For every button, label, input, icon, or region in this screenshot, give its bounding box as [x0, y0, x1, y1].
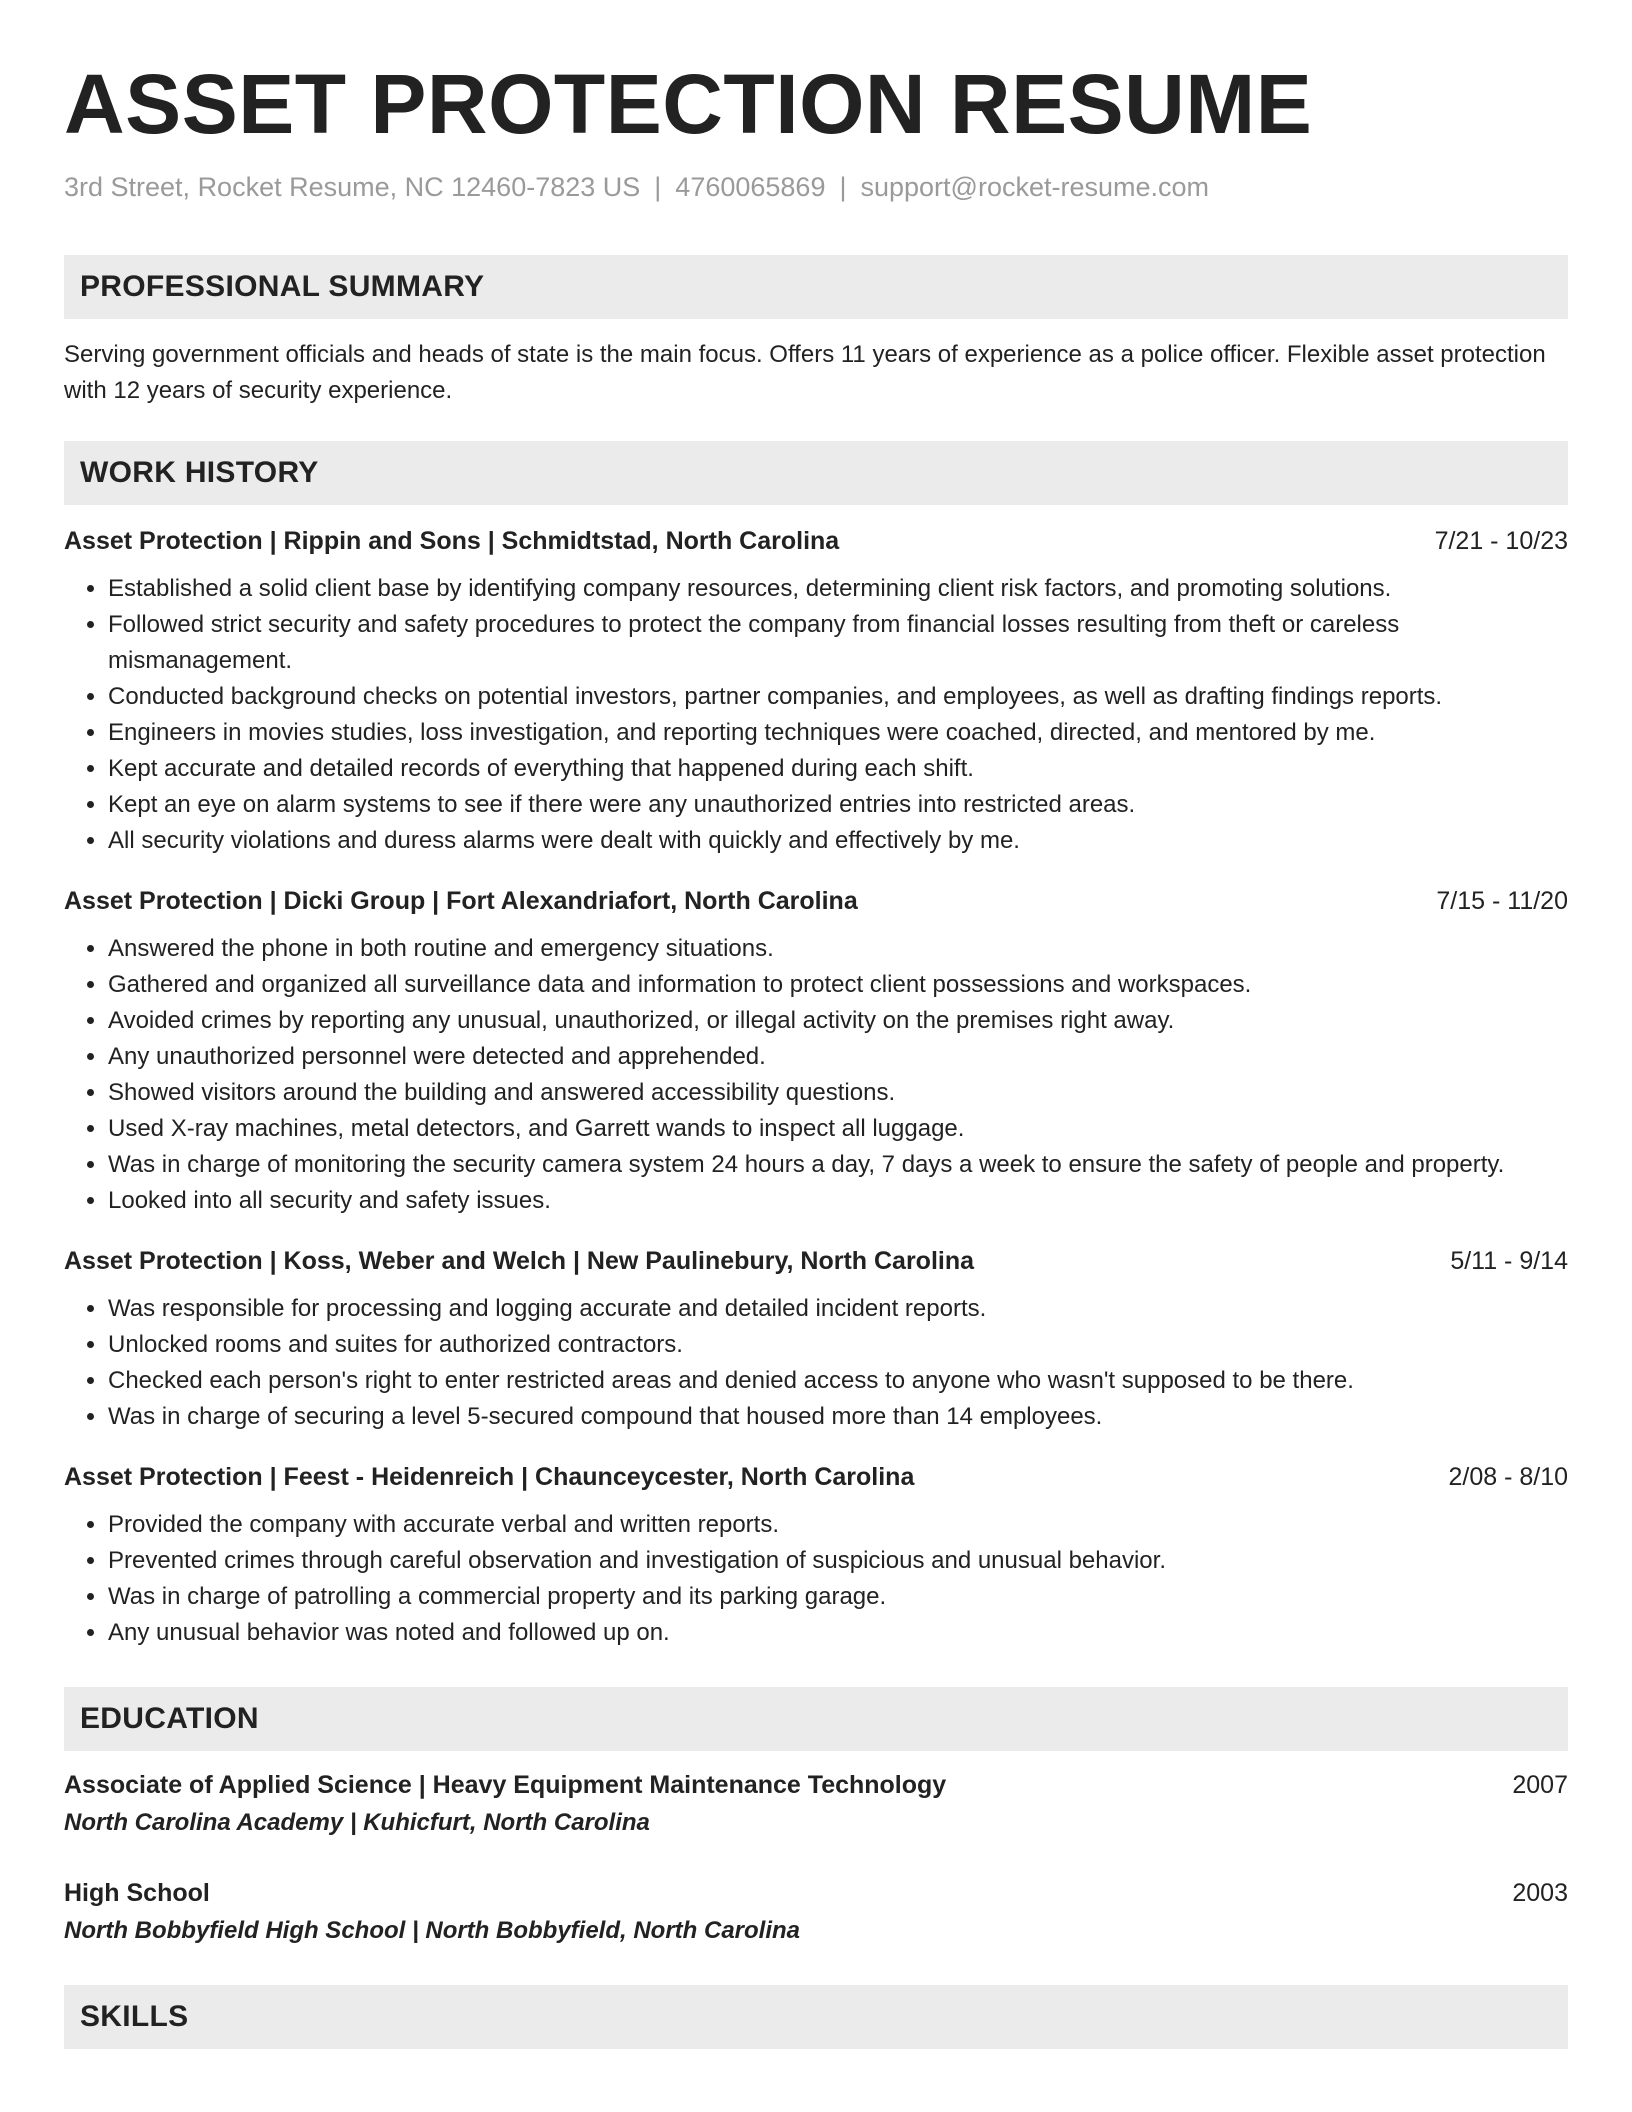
job-bullet: • Any unauthorized personnel were detected and apprehended.: [108, 1039, 1568, 1075]
education-header: [64, 1875, 1568, 1911]
summary-text: Serving government officials and heads of state is the main focus. Offers 11 years of experience as a police officer. Flexible asset protection with 12 years of security experience.: [64, 341, 1546, 404]
education-entry: [64, 1875, 1568, 1949]
job-bullet: • Was in charge of monitoring the security camera system 24 hours a day, 7 days a week to ensure the safety of people and property.: [108, 1147, 1568, 1183]
job-bullet: • Answered the phone in both routine and emergency situations.: [108, 931, 1568, 967]
job-bullet: • Established a solid client base by identifying company resources, determining client risk factors, and promoting solutions.: [108, 571, 1568, 607]
job-bullet-list: [64, 931, 1568, 1219]
job-dates: 7/15 - 11/20: [1436, 887, 1568, 915]
job-header: [64, 523, 1568, 559]
education-list: [64, 1767, 1568, 1949]
job-entry: [64, 1459, 1568, 1651]
job-bullet: • Unlocked rooms and suites for authorized contractors.: [108, 1327, 1568, 1363]
contact-address: 3rd Street, Rocket Resume, NC 12460-7823 US: [64, 172, 641, 202]
job-bullet: • Used X-ray machines, metal detectors, and Garrett wands to inspect all luggage.: [108, 1111, 1568, 1147]
job-bullet-list: [64, 1507, 1568, 1651]
contact-separator: |: [839, 172, 847, 202]
job-bullet: • Prevented crimes through careful observation and investigation of suspicious and unusual behavior.: [108, 1543, 1568, 1579]
education-school: North Carolina Academy | Kuhicfurt, North Carolina: [64, 1809, 650, 1836]
job-bullet: • Conducted background checks on potential investors, partner companies, and employees, as well as drafting findings reports.: [108, 679, 1568, 715]
job-bullet: • Was responsible for processing and logging accurate and detailed incident reports.: [108, 1291, 1568, 1327]
job-bullet: • Showed visitors around the building and answered accessibility questions.: [108, 1075, 1568, 1111]
job-bullet: • All security violations and duress alarms were dealt with quickly and effectively by me.: [108, 823, 1568, 859]
contact-phone: 4760065869: [675, 172, 826, 202]
work-history-list: [64, 523, 1568, 1651]
job-dates: 2/08 - 8/10: [1448, 1463, 1568, 1491]
education-entry: [64, 1767, 1568, 1841]
job-title: Asset Protection | Feest - Heidenreich | Chaunceycester, North Carolina: [64, 1463, 915, 1491]
section-header-education: EDUCATION: [64, 1687, 1568, 1751]
job-bullet: • Gathered and organized all surveillance data and information to protect client possessions and workspaces.: [108, 967, 1568, 1003]
job-dates: 5/11 - 9/14: [1450, 1247, 1568, 1275]
job-bullet: • Provided the company with accurate verbal and written reports.: [108, 1507, 1568, 1543]
section-header-summary: PROFESSIONAL SUMMARY: [64, 255, 1568, 319]
education-degree: High School: [64, 1879, 210, 1907]
education-year: 2003: [1512, 1879, 1568, 1907]
job-bullet: • Checked each person's right to enter restricted areas and denied access to anyone who wasn't supposed to be there.: [108, 1363, 1568, 1399]
section-header-skills: SKILLS: [64, 1985, 1568, 2049]
job-bullet: • Looked into all security and safety issues.: [108, 1183, 1568, 1219]
job-bullet: • Engineers in movies studies, loss investigation, and reporting techniques were coached, directed, and mentored by me.: [108, 715, 1568, 751]
job-title: Asset Protection | Dicki Group | Fort Alexandriafort, North Carolina: [64, 887, 858, 915]
contact-line: [64, 170, 1568, 204]
contact-email: support@rocket-resume.com: [860, 172, 1210, 202]
job-entry: [64, 1243, 1568, 1435]
job-dates: 7/21 - 10/23: [1434, 527, 1568, 555]
job-header: [64, 1459, 1568, 1495]
job-title: Asset Protection | Koss, Weber and Welch | New Paulinebury, North Carolina: [64, 1247, 975, 1275]
education-header: [64, 1767, 1568, 1803]
job-title: Asset Protection | Rippin and Sons | Schmidtstad, North Carolina: [64, 527, 840, 555]
job-bullet: • Avoided crimes by reporting any unusual, unauthorized, or illegal activity on the premises right away.: [108, 1003, 1568, 1039]
job-bullet: • Was in charge of securing a level 5-secured compound that housed more than 14 employees.: [108, 1399, 1568, 1435]
section-header-work-history: WORK HISTORY: [64, 441, 1568, 505]
job-bullet: • Kept an eye on alarm systems to see if there were any unauthorized entries into restricted areas.: [108, 787, 1568, 823]
job-bullet: • Any unusual behavior was noted and followed up on.: [108, 1615, 1568, 1651]
job-entry: [64, 883, 1568, 1219]
education-degree: Associate of Applied Science | Heavy Equipment Maintenance Technology: [64, 1771, 947, 1799]
job-bullet: • Was in charge of patrolling a commercial property and its parking garage.: [108, 1579, 1568, 1615]
contact-separator: |: [654, 172, 662, 202]
education-year: 2007: [1512, 1771, 1568, 1799]
job-bullet-list: [64, 571, 1568, 859]
page-title: ASSET PROTECTION RESUME: [64, 57, 1313, 151]
education-school: North Bobbyfield High School | North Bobbyfield, North Carolina: [64, 1917, 801, 1944]
job-bullet-list: [64, 1291, 1568, 1435]
job-header: [64, 1243, 1568, 1279]
job-header: [64, 883, 1568, 919]
job-bullet: • Kept accurate and detailed records of everything that happened during each shift.: [108, 751, 1568, 787]
job-entry: [64, 523, 1568, 859]
job-bullet: • Followed strict security and safety procedures to protect the company from financial losses resulting from theft or careless mismanagement.: [108, 607, 1568, 679]
